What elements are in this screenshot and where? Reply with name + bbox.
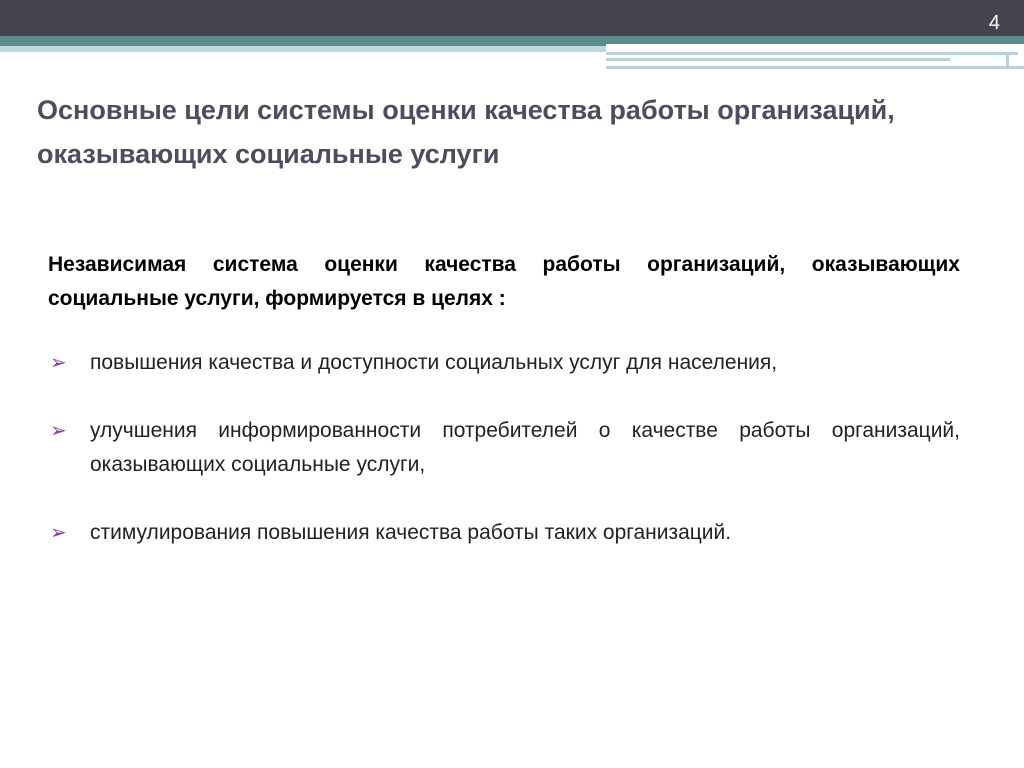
list-item-text: улучшения информированности потребителей о качестве работы организаций, оказывающих социальные услуги, [90, 419, 960, 476]
deco-line-mid [606, 58, 950, 61]
goals-list [48, 346, 960, 550]
list-item [48, 516, 960, 550]
list-item-text: повышения качества и доступности социальных услуг для населения, [90, 351, 778, 374]
header-band-light [0, 46, 606, 52]
list-item [48, 414, 960, 482]
title-line-1: Основные цели системы оценки качества работы организаций, [37, 95, 895, 125]
arrow-bullet-icon: ➢ [50, 522, 67, 544]
list-item [48, 346, 960, 380]
arrow-bullet-icon: ➢ [50, 420, 67, 442]
intro-paragraph: Независимая система оценки качества работы организаций, оказывающих социальные услуги, формируется в целях : [48, 253, 960, 310]
slide-number: 4 [988, 12, 1000, 34]
deco-line-top [606, 52, 1018, 55]
header-band-dark [0, 0, 1024, 36]
deco-line-vertical [1006, 52, 1009, 68]
list-item-text: стимулирования повышения качества работы таких организаций. [90, 521, 732, 544]
deco-line-bottom [606, 66, 1024, 69]
slide-title [37, 88, 997, 176]
title-line-2: оказывающих социальные услуги [37, 139, 500, 169]
arrow-bullet-icon: ➢ [50, 352, 67, 374]
